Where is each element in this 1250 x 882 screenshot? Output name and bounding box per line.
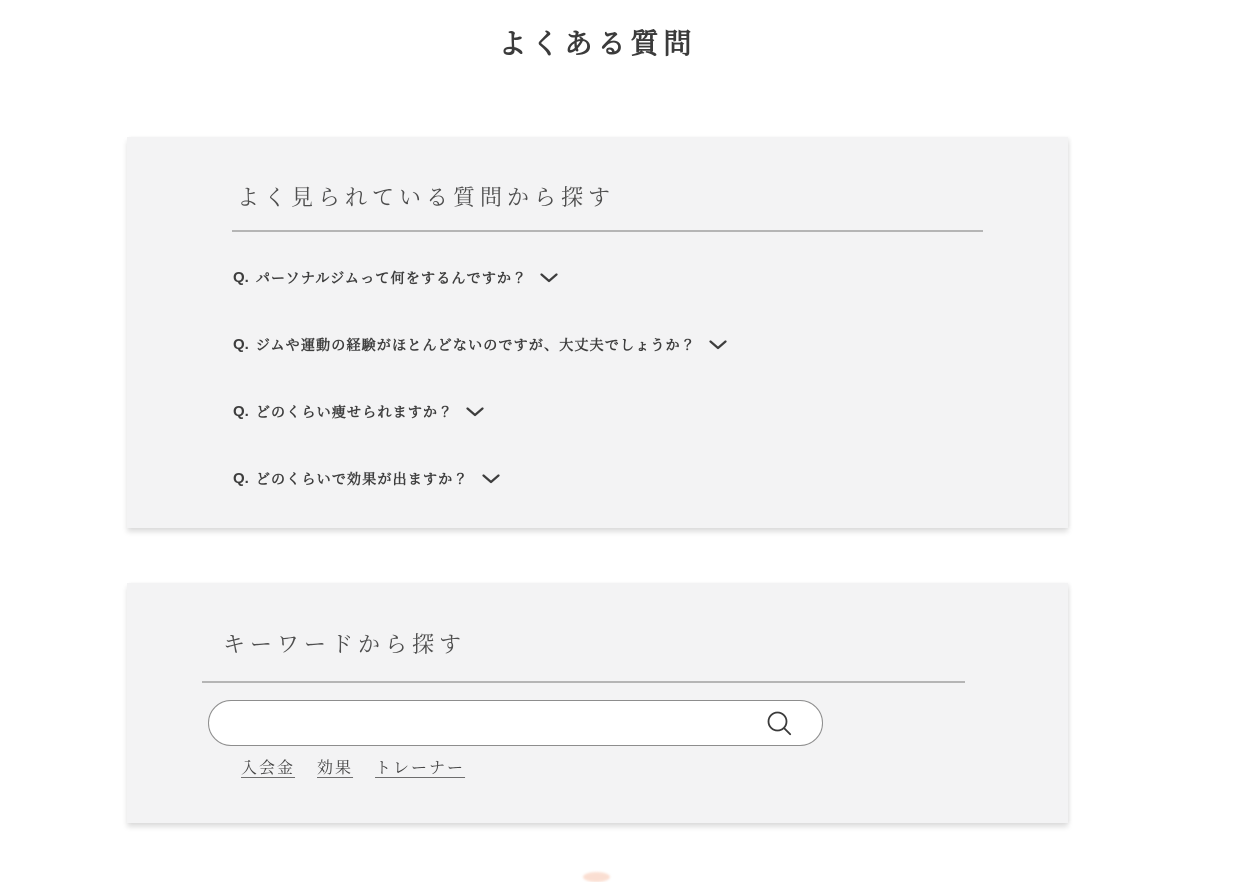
question-prefix: Q. [233,470,249,487]
keyword-section-heading: キーワードから探す [223,632,467,657]
search-button[interactable] [764,708,794,738]
keyword-tag-trainer[interactable]: トレーナー [375,760,466,777]
search-icon [766,710,793,737]
chevron-down-icon [709,340,727,350]
question-prefix: Q. [233,336,249,353]
popular-questions-section [127,137,1068,528]
question-text: どのくらい痩せられますか？ [255,403,454,420]
question-prefix: Q. [233,269,249,286]
question-text: パーソナルジムって何をするんですか？ [255,269,528,286]
chevron-down-icon [482,474,500,484]
popular-section-heading: よく見られている質問から探す [237,185,616,210]
question-prefix: Q. [233,403,249,420]
keyword-search-section [127,583,1068,823]
section-divider [202,681,965,683]
section-divider [232,230,983,232]
question-item-3[interactable] [233,378,983,445]
keyword-tag-row [241,755,965,778]
question-text: どのくらいで効果が出ますか？ [255,470,469,487]
decorative-dot [583,872,610,882]
keyword-search-input[interactable] [209,701,822,745]
question-item-1[interactable] [233,244,983,311]
question-list [232,244,983,512]
question-item-2[interactable] [233,311,983,378]
page-title: よくある質問 [498,28,697,59]
keyword-tag-effect[interactable]: 効果 [317,760,354,777]
question-item-4[interactable] [233,445,983,512]
keyword-tag-admission-fee[interactable]: 入会金 [241,760,296,777]
search-bar [208,700,823,746]
question-text: ジムや運動の経験がほとんどないのですが、大丈夫でしょうか？ [255,336,697,353]
chevron-down-icon [540,273,558,283]
chevron-down-icon [466,407,484,417]
